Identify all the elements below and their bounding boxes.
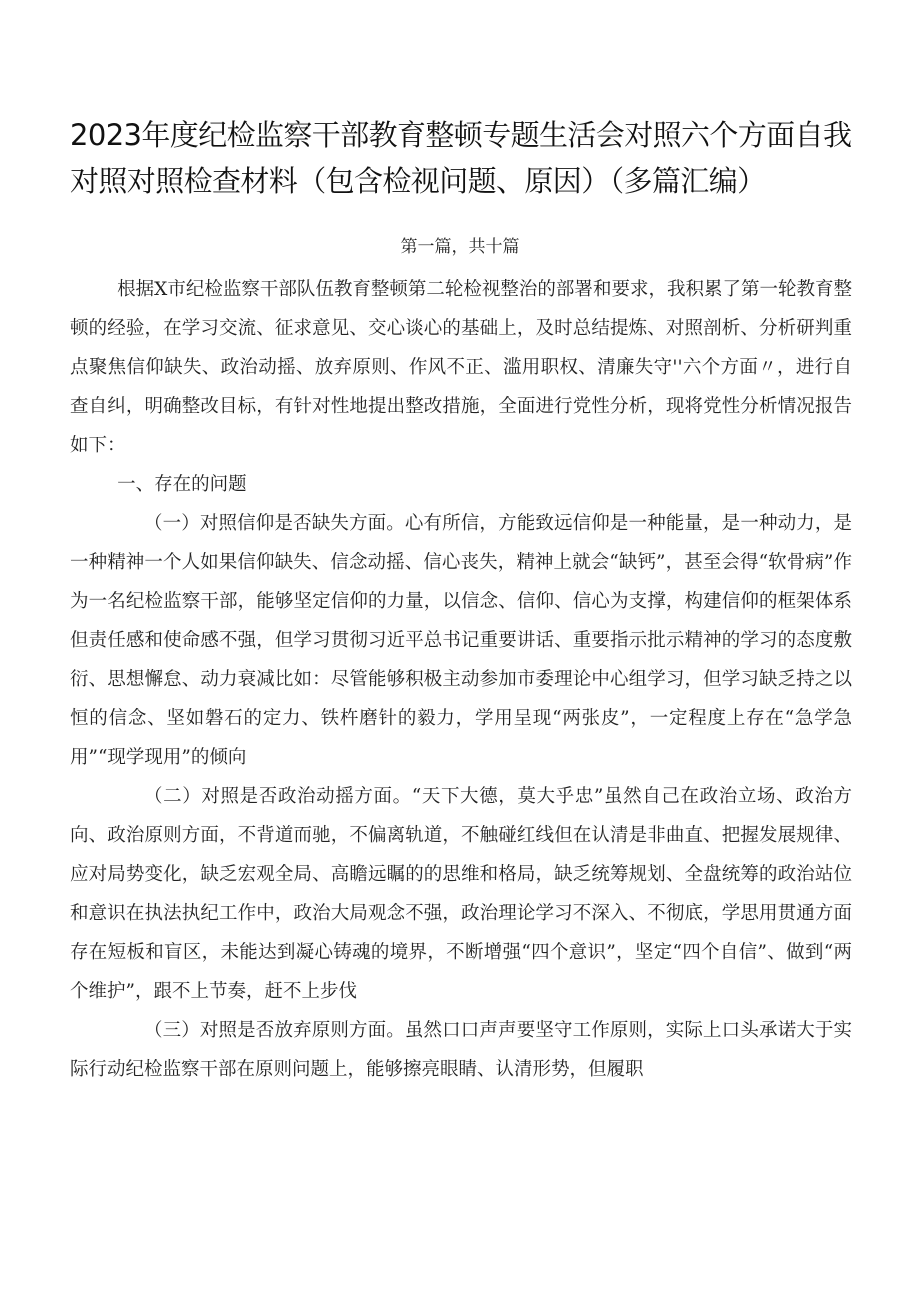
paragraph-item-one: （一）对照信仰是否缺失方面。心有所信，方能致远信仰是一种能量，是一种动力，是一种精神一个人如果信仰缺失、信念动摇、信心丧失，精神上就会“缺钙”，甚至会得“软骨病”作为一名纪检监察干部，能够坚定信仰的力量，以信念、信仰、信心为支撑，构建信仰的框架体系但责任感和使命感不强，但学习贯彻习近平总书记重要讲话、重要指示批示精神的学习的态度敷衍、思想懈怠、动力衰减比如：尽管能够积极主动参加市委理论中心组学习，但学习缺乏持之以恒的信念、坚如磐石的定力、铁杵磨针的毅力，学用呈现“两张皮”，一定程度上存在“急学急用”“现学现用”的倾向 xyxy=(70,513,852,768)
document-body xyxy=(70,270,852,1089)
section-heading-problems: 一、存在的问题 xyxy=(117,474,247,495)
paragraph-item-two: （二）对照是否政治动摇方面。“天下大德，莫大乎忠”虽然自己在政治立场、政治方向、政治原则方面，不背道而驰，不偏离轨道，不触碰红线但在认清是非曲直、把握发展规律、应对局势变化，缺乏宏观全局、高瞻远瞩的的思维和格局，缺乏统筹规划、全盘统筹的政治站位和意识在执法执纪工作中，政治大局观念不强，政治理论学习不深入、不彻底，学思用贯通方面存在短板和盲区，未能达到凝心铸魂的境界，不断增强“四个意识”，坚定“四个自信”、做到“两个维护”，跟不上节奏，赶不上步伐 xyxy=(70,786,852,1002)
document-title: 2023年度纪检监察干部教育整顿专题生活会对照六个方面自我对照对照检查材料（包含检视问题、原因）（多篇汇编） xyxy=(70,118,852,198)
document-subtitle: 第一篇，共十篇 xyxy=(400,237,520,257)
intro-paragraph: 根据X市纪检监察干部队伍教育整顿第二轮检视整治的部署和要求，我积累了第一轮教育整顿的经验，在学习交流、征求意见、交心谈心的基础上，及时总结提炼、对照剖析、分析研判重点聚焦信仰缺失、政治动摇、放弃原则、作风不正、滥用职权、清廉失守''六个方面〃，进行自查自纠，明确整改目标，有针对性地提出整改措施，全面进行党性分析，现将党性分析情况报告如下： xyxy=(70,279,852,456)
paragraph-item-three: （三）对照是否放弃原则方面。虽然口口声声要坚守工作原则，实际上口头承诺大于实际行动纪检监察干部在原则问题上，能够擦亮眼睛、认清形势，但履职 xyxy=(70,1020,852,1080)
